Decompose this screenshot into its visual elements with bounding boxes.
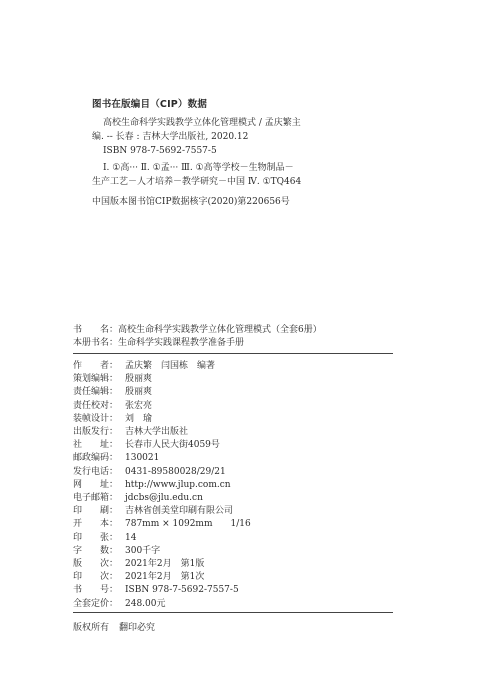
detail-label: 责任编辑：	[73, 387, 119, 398]
volume-title: 本册书名：生命科学实践课程教学准备手册	[73, 338, 245, 348]
cip-subjects	[92, 161, 412, 189]
detail-value: 殷丽爽	[125, 387, 153, 398]
copyright-notice	[73, 620, 155, 633]
detail-value: 孟庆繁 闫国栋 编著	[125, 361, 216, 371]
cip-subject-line: 生产工艺－人才培养－教学研究－中国 Ⅳ. ①TQ464	[92, 177, 302, 187]
detail-label: 作 者：	[73, 361, 119, 371]
series-title: 书 名：高校生命科学实践教学立体化管理模式（全套6册）	[73, 325, 322, 335]
detail-value: 张宏亮	[125, 400, 153, 411]
detail-row	[73, 598, 251, 611]
detail-row	[73, 558, 251, 571]
detail-label: 社 址：	[73, 440, 119, 451]
divider-top	[73, 353, 393, 354]
detail-value: 殷丽爽	[125, 374, 153, 385]
detail-row	[73, 532, 251, 545]
detail-label: 字 数：	[73, 545, 119, 556]
detail-label: 装帧设计：	[73, 413, 119, 424]
detail-value: 787mm × 1092mm 1/16	[125, 519, 251, 530]
detail-value: 吉林省创美堂印刷有限公司	[125, 506, 234, 517]
detail-value: 长春市人民大街4059号	[125, 440, 220, 451]
cip-entry-line: 编. -- 长春 : 吉林大学出版社, 2020.12	[92, 132, 249, 142]
detail-row	[73, 545, 251, 558]
cip-data-number: 中国版本图书馆CIP数据核字(2020)第220656号	[92, 197, 290, 207]
detail-label: 全套定价：	[73, 598, 119, 609]
detail-value: 14	[125, 532, 137, 543]
detail-row	[73, 479, 251, 492]
publication-details	[73, 360, 251, 611]
detail-label: 印 次：	[73, 572, 119, 583]
title-rows	[73, 324, 322, 350]
detail-value: 130021	[125, 453, 160, 464]
detail-row	[73, 439, 251, 452]
detail-label: 开 本：	[73, 519, 119, 530]
detail-value: 吉林大学出版社	[125, 427, 189, 438]
detail-value: jdcbs@jlu.edu.cn	[125, 493, 203, 504]
detail-value: 刘 瑜	[125, 413, 153, 424]
detail-row	[73, 584, 251, 597]
cip-entry	[92, 116, 412, 158]
detail-label: 印 刷：	[73, 506, 119, 517]
detail-row	[73, 360, 251, 373]
detail-value: 2021年2月 第1次	[125, 572, 205, 583]
detail-value: 248.00元	[125, 598, 166, 609]
detail-row	[73, 518, 251, 531]
detail-value: 300千字	[125, 545, 161, 556]
detail-row	[73, 413, 251, 426]
copyright-left: 版权所有	[73, 623, 110, 633]
detail-label: 邮政编码：	[73, 453, 119, 464]
detail-row	[73, 373, 251, 386]
detail-label: 网 址：	[73, 479, 119, 490]
divider-bottom	[73, 612, 393, 613]
copyright-right: 翻印必究	[119, 623, 156, 633]
detail-value: ISBN 978-7-5692-7557-5	[125, 585, 239, 596]
cip-isbn: ISBN 978-7-5692-7557-5	[103, 146, 217, 156]
detail-value: http://www.jlup.com.cn	[125, 479, 231, 490]
detail-label: 发行电话：	[73, 466, 119, 477]
detail-row	[73, 505, 251, 518]
detail-row	[73, 400, 251, 413]
cip-entry-line: 高校生命科学实践教学立体化管理模式 / 孟庆繁主	[103, 118, 301, 128]
detail-label: 策划编辑：	[73, 374, 119, 385]
detail-label: 电子邮箱：	[73, 493, 119, 504]
detail-row	[73, 452, 251, 465]
detail-row	[73, 492, 251, 505]
detail-label: 印 张：	[73, 532, 119, 543]
cip-subject-line: Ⅰ. ①高··· Ⅱ. ①孟··· Ⅲ. ①高等学校－生物制品－	[103, 163, 294, 173]
detail-label: 出版发行：	[73, 427, 119, 438]
detail-label: 版 次：	[73, 559, 119, 570]
cip-heading: 图书在版编目（CIP）数据	[92, 99, 208, 110]
detail-row	[73, 426, 251, 439]
detail-value: 0431-89580028/29/21	[125, 466, 226, 477]
detail-row	[73, 571, 251, 584]
detail-row	[73, 386, 251, 399]
detail-value: 2021年2月 第1版	[125, 559, 205, 570]
detail-row	[73, 466, 251, 479]
detail-label: 责任校对：	[73, 400, 119, 411]
detail-label: 书 号：	[73, 585, 119, 596]
